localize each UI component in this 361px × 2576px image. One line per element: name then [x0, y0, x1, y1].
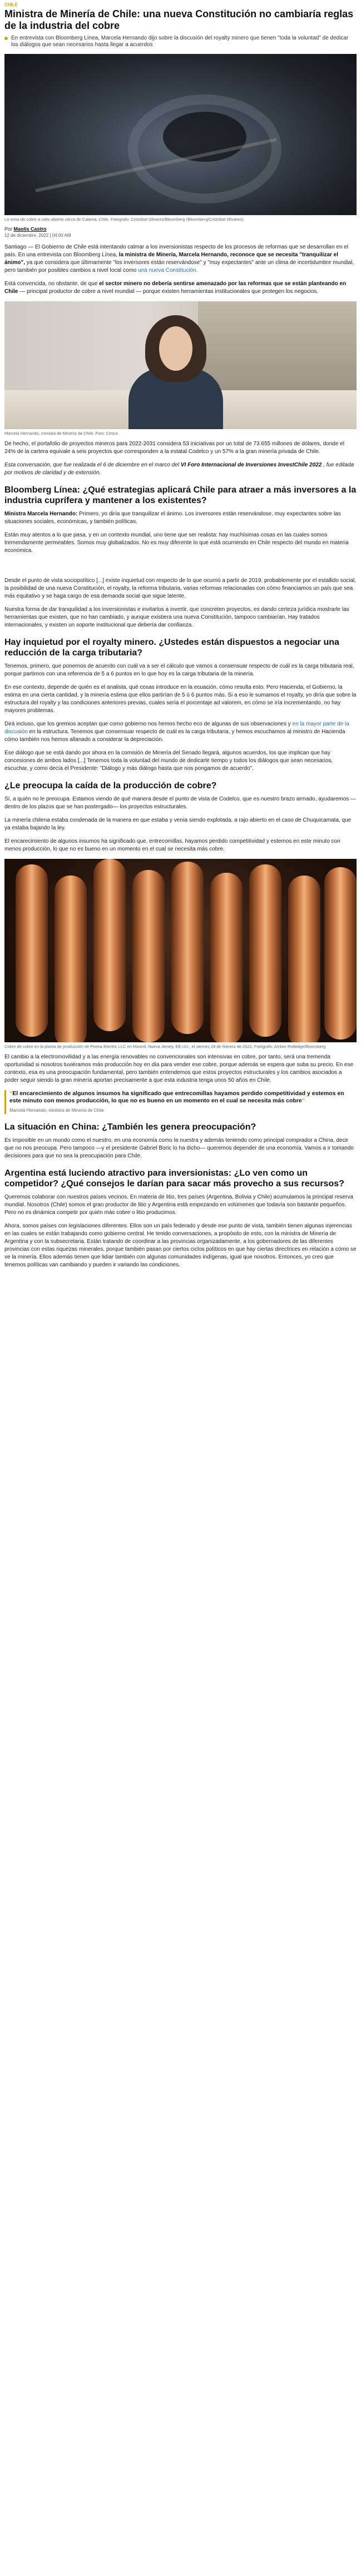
copper-rod: [324, 867, 357, 1040]
photo-face: [159, 326, 192, 371]
paragraph: [4, 461, 357, 477]
byline-prefix: Por: [4, 226, 13, 232]
copper-rod: [16, 864, 48, 1037]
minister-photo: [4, 301, 357, 429]
bullet-icon: [4, 37, 8, 40]
text: , fue editada por motivos de claridad y de extensión.: [4, 462, 354, 476]
quote-mark-icon: ”: [301, 1097, 305, 1104]
paragraph: De hecho, el portafolio de proyectos mineros para 2022-2031 considera 53 iniciativas por un total de 73.655 millones de dólares, donde el 24% de la cartera equivale a seis proyectos que corresponden a la estatal Codelco y un 57% a la gran minería privada de Chile.: [4, 441, 344, 455]
article-lead: [4, 35, 357, 48]
text: Esta conversación, que fue realizada el 6 de diciembre en el marco del: [4, 462, 180, 468]
text: Dirá incluso, que los gremios aceptan que como gobierno nos hemos hecho eco de algunas de sus observaciones y: [4, 721, 291, 727]
event-name: VI Foro Internacional de Inversiones InvestChile 2022: [180, 462, 322, 468]
question-heading: Argentina está luciendo atractivo para inversionistas: ¿Lo ven como un competidor? ¿Qué consejos le darían para sacar más provecho a sus recursos?: [4, 1168, 344, 1188]
speaker-label: Ministra Marcela Hernando:: [4, 511, 78, 517]
text: Está convencida, no obstante, de que: [4, 281, 98, 287]
paragraph: [4, 510, 357, 526]
quote-mark-icon: “: [9, 1090, 13, 1097]
paragraph: Desde el punto de vista sociopolítico [...] existe inquietud con respecto de lo que ocurrió a partir de 2019, probablemente por el estallido social, la posibilidad de una nueva Constitución, el royalty, la reforma tributaria, varias reformas relacionadas con cómo financiamos un país que sea más equitativo y se haga cargo de esa demanda social que sigue latente.: [4, 578, 357, 599]
paragraph: Tenemos, primero, que ponernos de acuerdo con cuál va a ser el cálculo que vamos a consensuar respecto de cuál es la carga tributaria real, porque partimos con una referencia de 5 a 6 puntos en lo que hoy es la carga tributaria de la minería.: [4, 663, 354, 677]
paragraph: Ahora, somos países con legislaciones diferentes. Ellos son un país federado y desde ese punto de vista, también tienen algunas injerencias en las cuales se están trabajando como gobierno central. He tenido conversaciones, a propósito de esto, con la ministra de Minería de Argentina y con la subsecretaria. Están tratando de coordinar a las provincias organizadamente, a los gobernadores de las diferentes provincias con estas riquezas minerales, porque también pasan por ciertos ciclos políticos en que hay ciertas directrices en relación a cómo se ve la minería. Ellos además tienen que lidiar también con algunas comunidades indígenas, igual que nosotros. Entonces, yo creo que tenemos políticas van cambiando y pueden ir variando las condiciones.: [4, 1223, 357, 1268]
copper-rod: [132, 870, 165, 1042]
copper-rod: [55, 876, 87, 1042]
quote-author: Marcela Hernando, ministra de Minería de Chile: [9, 1108, 104, 1113]
paragraph: [4, 720, 357, 744]
paragraph: El encarecimiento de algunos insumos ha significado que, entrecomillas, hayamos perdido competitividad y estemos en este minuto con menos producción, lo que no es bueno en un momento en el cual se necesita más cobre.: [4, 838, 340, 852]
hero-image: [4, 54, 357, 215]
paragraph: Nuestra forma de dar tranquilidad a los inversionistas e invitarlos a invertir, que concreten proyectos, es dando certeza jurídica mostrarle las herramientas que existen, que no han cambiado, y aunque existiera una nueva Constitución, tampoco cambiarían. Hay tratados internacionales, y existen un soporte institucional que debería dar confianza.: [4, 606, 349, 628]
quote-bar: [4, 1090, 6, 1114]
copper-rod: [171, 862, 204, 1034]
paragraph: El cambio a la electromovilidad y a las energía renovables no convencionales son intensivas en cobre, por tanto, será una tremenda oportunidad si nosotros tuviéramos más producción hoy en día para vender ese cobre, porque además se espera que suba su precio. En ese contexto, esa es una preocupación fundamental, pero también entendemos que estos proyectos estructurales y los cambios asociados a poder seguir siendo la gran minería aportan precisamente a que esta industria tenga unos 50 años en Chile.: [4, 1054, 354, 1083]
question-heading: ¿Le preocupa la caída de la producción de cobre?: [4, 781, 217, 790]
text-bold: la ministra de Minería, Marcela Hernando, reconoce que se necesita "tranquilizar el ánimo",: [4, 252, 339, 266]
publish-date: 12 de diciembre, 2022 | 04:00 AM: [4, 233, 71, 238]
paragraph: Están muy atentos a lo que pasa, y en un contexto mundial, uno tiene que ser realista: hay muchísimas cosas en las cuales somos tremendamente permeables. Somos muy globalizados. No es muy diferente lo que está ocurriendo en Chile respecto del mundo en materia económica.: [4, 532, 349, 554]
question-heading: La situación en China: ¿También les genera preocupación?: [4, 1122, 256, 1132]
article: [0, 2, 361, 1269]
text: Santiago — El Gobierno de Chile está intentando calmar a los inversionistas respecto de los procesos de reformas que se desarrollan en el país. En una entrevista con Bloomberg Línea,: [4, 244, 349, 258]
lead-text: En entrevista con Bloomberg Línea, Marcela Hernando dijo sobre la discusión del royalty minero que tienen "toda la voluntad" de dedicar los diálogos que sean necesarios hasta llegar a acuerdos: [11, 35, 349, 48]
text: — principal productor de cobre a nivel mundial — porque existen herramientas institucionales que protegen los negocios.: [19, 289, 319, 295]
category-label[interactable]: CHILE: [4, 2, 18, 7]
text: ya que considera que últimamente "los inversores están reservándose" y "muy expectantes" ante un clima de incertidumbre mundial, pero también por posibles cambios a nivel local como: [4, 260, 354, 273]
minister-photo-caption: Marcela Hernando, ministra de Minería de Chile. Foto: Cesco: [4, 431, 118, 436]
copper-rods-photo: [4, 859, 357, 1042]
hero-caption: La mina de cobre a cielo abierto cerca de Calama, Chile. Fotógrafo: Cristóbal Olivares/Bloomberg (Bloomberg/Cristóbal Olivares): [4, 217, 244, 222]
text: en la estructura. Tenemos que consensuar respecto de cuál es la carga tributaria, y hemos escuchamos al ministro de Hacienda cómo también nos hemos allanado a considerar la depreciación.: [4, 729, 345, 743]
article-title: Ministra de Minería de Chile: una nueva Constitución no cambiaría reglas de la industria del cobre: [4, 8, 354, 31]
author-link[interactable]: Maolis Castro: [13, 226, 47, 232]
copper-rod: [93, 859, 126, 1031]
question-heading: Bloomberg Línea: ¿Qué estrategias aplicará Chile para atraer a más inversores a la industria cuprífera y mantener a los existentes?: [4, 485, 357, 505]
question-heading: Hay inquietud por el royalty minero. ¿Ustedes están dispuestos a negociar una reducción de la carga tributaria?: [4, 638, 339, 658]
quote-body: [9, 1090, 357, 1114]
paragraph: [4, 243, 357, 275]
copper-photo-caption: Cobre de cobre en la planta de producción de Penna Electric LLC en Mound, Nueva Jersey, EE.UU., el viernes 28 de febrero de 2022. Fotógrafo: Amber Rutledge/Bloomberg: [4, 1044, 326, 1049]
copper-rod: [210, 873, 243, 1042]
pull-quote: [4, 1090, 357, 1114]
paragraph: La minería chilena estaba condenada de la manera en que estaba y venía siendo explotada, a rajo abierto en el caso de Chuquicamata, que ya estaba bajando la ley.: [4, 817, 352, 831]
byline: [4, 226, 357, 232]
paragraph: Ese diálogo que se está dando por ahora en la comisión de Minería del Senado llegará, algunos acuerdos, los que implican que hay concesiones de ambos lados [...] Tenemos toda la voluntad del mundo de dedicarle tiempo y todos los diálogos que sean necesarios, escuchar, y como decía el Presidente: "Diálogo y más diálogo hasta que nos pongamos de acuerdo".: [4, 750, 333, 772]
quote-text: El encarecimiento de algunos insumos ha significado que entrecomillas hayamos perdido competitividad y estemos en este minuto con menos producción, lo que no es bueno en un momento en el cual se necesita más cobre: [9, 1090, 344, 1104]
paragraph: Sí, a quién no le preocupa. Estamos viendo de qué manera desde el punto de vista de Codelco, que es nuestro brazo armado, ayudaremos —dentro de los plazos que se han postergado— los proyectos estructurales.: [4, 796, 357, 810]
paragraph: En ese contexto, depende de quién es el analista, qué cosas introduce en la ecuación, cómo resulta esto. Pero Hacienda, el Gobierno, la estima en una cierta cantidad, y la minería estima que ellos partirían de 5 ó 6 puntos más. Si a eso le sumamos el royalty, yo diría que sobre la estructura del royalty y las condiciones anteriores previas, cuales sería el porcentaje ad valorem, en cómo se iría incrementando, no hay mayores problemas.: [4, 684, 357, 714]
constitution-link[interactable]: una nueva Constitución.: [138, 267, 198, 273]
paragraph: Queremos colaborar con nuestros países vecinos. En materia de litio, tres países (Argentina, Bolivia y Chile) acumulamos la principal reserva mundial. Nosotros (Chile) somos el gran productor de litio y Argentina está empezando en volúmenes que todavía son bastante pequeños. Pero no es dinámica competir por quién más cobre o litio producimos.: [4, 1194, 353, 1216]
text-bold: el sector minero no debería sentirse amenazado por las reformas que se están planteando en Chile: [4, 281, 347, 295]
copper-rod: [288, 876, 320, 1042]
copper-rod: [249, 864, 281, 1037]
discussion-link[interactable]: en la mayor parte de la discusión: [4, 721, 349, 735]
paragraph: [4, 280, 357, 296]
text: Primero, yo diría que tranquilizar el ánimo. Los inversores están reservándose, muy expectantes sobre las situaciones sociales, económicas, y también políticas.: [4, 511, 341, 525]
paragraph: Es imposible en un mundo como el nuestro, en una economía como la nuestra y además teniendo como principal comprador a China, decir que no nos preocupa. Pero tampoco —y el presidente Gabriel Boric lo ha dicho— queremos depender de una economía. Vamos a ir tomando decisiones para que no sea la preocupación para Chile.: [4, 1137, 354, 1159]
